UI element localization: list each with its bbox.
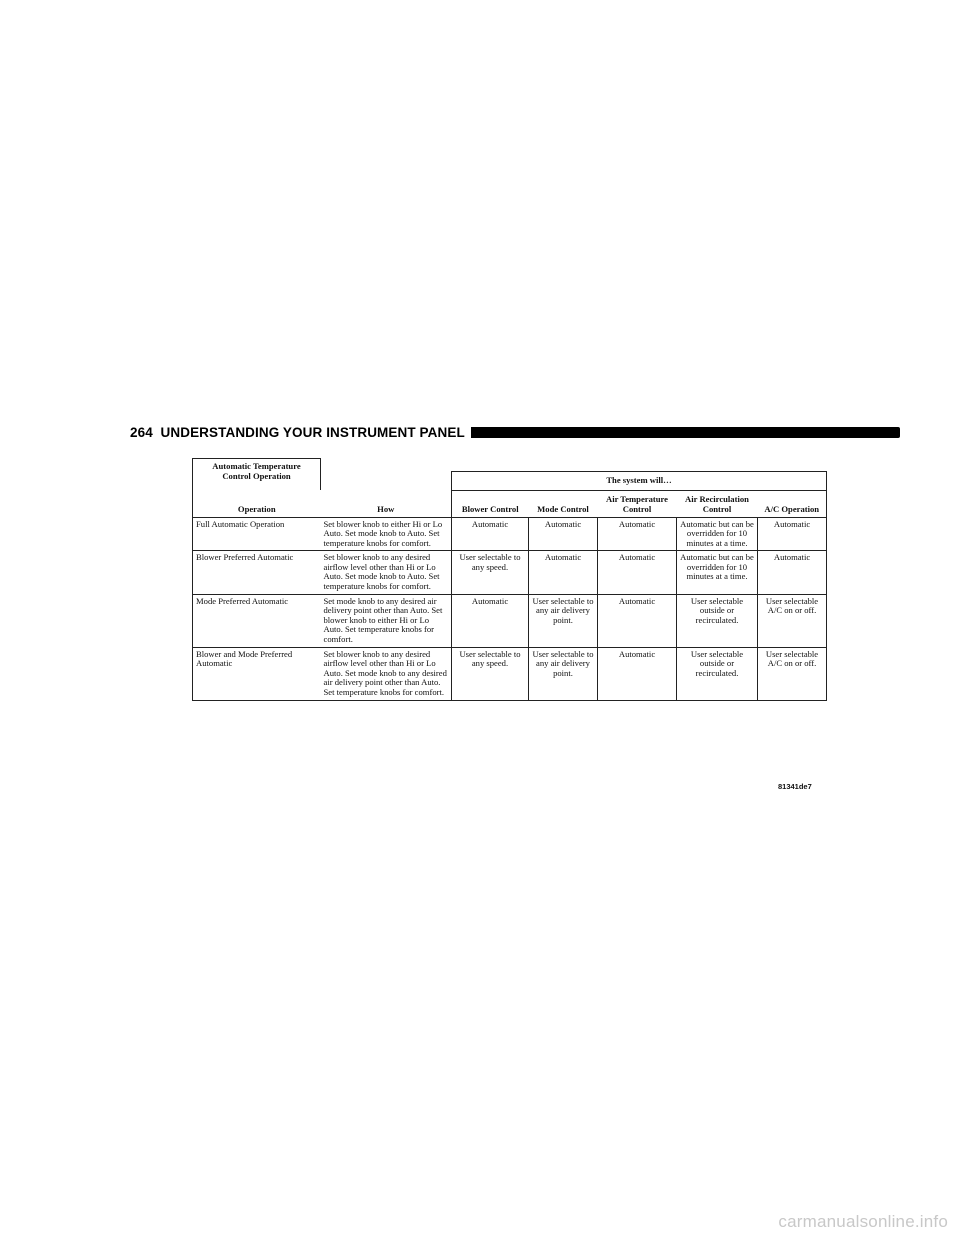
cell-mode: Automatic: [529, 517, 598, 551]
cell-air-recirc: User selectable outside or recirculated.: [677, 594, 758, 647]
cell-air-temp: Automatic: [598, 594, 677, 647]
table-title-row: [193, 459, 827, 472]
table-title: [193, 459, 321, 491]
table-row: [193, 594, 827, 647]
table-row: [193, 551, 827, 594]
cell-how: Set blower knob to either Hi or Lo Auto. Set mode knob to Auto. Set temperature knobs for comfort.: [321, 517, 452, 551]
cell-air-recirc: Automatic but can be overridden for 10 minutes at a time.: [677, 551, 758, 594]
column-header-mode: Mode Control: [529, 490, 598, 517]
cell-blower: User selectable to any speed.: [452, 647, 529, 700]
climate-control-table: [192, 458, 827, 701]
climate-control-table-figure: [192, 458, 826, 701]
cell-operation: Full Automatic Operation: [193, 517, 321, 551]
cell-blower: Automatic: [452, 517, 529, 551]
cell-ac: Automatic: [758, 517, 827, 551]
blank-header-space-how: [321, 472, 452, 490]
column-header-ac: A/C Operation: [758, 490, 827, 517]
column-header-how: How: [321, 490, 452, 517]
blank-header-space: [321, 459, 827, 472]
cell-ac: User selectable A/C on or off.: [758, 647, 827, 700]
cell-blower: Automatic: [452, 594, 529, 647]
cell-how: Set blower knob to any desired airflow level other than Hi or Lo Auto. Set mode knob to Auto. Set temperature knobs for comfort.: [321, 551, 452, 594]
header-rule-bar: [471, 427, 900, 438]
page-header-text: [130, 425, 465, 440]
cell-mode: User selectable to any air delivery point.: [529, 594, 598, 647]
column-header-blower: Blower Control: [452, 490, 529, 517]
cell-operation: Blower and Mode Preferred Automatic: [193, 647, 321, 700]
cell-how: Set mode knob to any desired air delivery point other than Auto. Set blower knob to either Hi or Lo Auto. Set temperature knobs for comfort.: [321, 594, 452, 647]
page-header: [130, 422, 900, 442]
cell-blower: User selectable to any speed.: [452, 551, 529, 594]
cell-ac: User selectable A/C on or off.: [758, 594, 827, 647]
table-row: [193, 647, 827, 700]
group-header: The system will…: [452, 472, 827, 490]
section-title: UNDERSTANDING YOUR INSTRUMENT PANEL: [160, 424, 465, 440]
column-header-operation: Operation: [193, 490, 321, 517]
column-header-air-temp: Air Temperature Control: [598, 490, 677, 517]
cell-operation: Mode Preferred Automatic: [193, 594, 321, 647]
table-title-line1: Automatic Temperature: [212, 461, 301, 471]
column-header-row: [193, 490, 827, 517]
page-number: 264: [130, 424, 153, 440]
watermark: carmanualsonline.info: [778, 1212, 948, 1231]
table-row: [193, 517, 827, 551]
cell-air-temp: Automatic: [598, 647, 677, 700]
cell-ac: Automatic: [758, 551, 827, 594]
cell-air-temp: Automatic: [598, 551, 677, 594]
cell-mode: User selectable to any air delivery point.: [529, 647, 598, 700]
cell-mode: Automatic: [529, 551, 598, 594]
figure-code: 81341de7: [778, 782, 812, 791]
cell-air-recirc: User selectable outside or recirculated.: [677, 647, 758, 700]
cell-air-recirc: Automatic but can be overridden for 10 minutes at a time.: [677, 517, 758, 551]
cell-operation: Blower Preferred Automatic: [193, 551, 321, 594]
table-title-line2: Control Operation: [222, 470, 291, 481]
column-header-air-recirc: Air Recirculation Control: [677, 490, 758, 517]
cell-how: Set blower knob to any desired airflow level other than Hi or Lo Auto. Set mode knob to any desired air delivery point other than Auto. Set temperature knobs for comfort.: [321, 647, 452, 700]
cell-air-temp: Automatic: [598, 517, 677, 551]
